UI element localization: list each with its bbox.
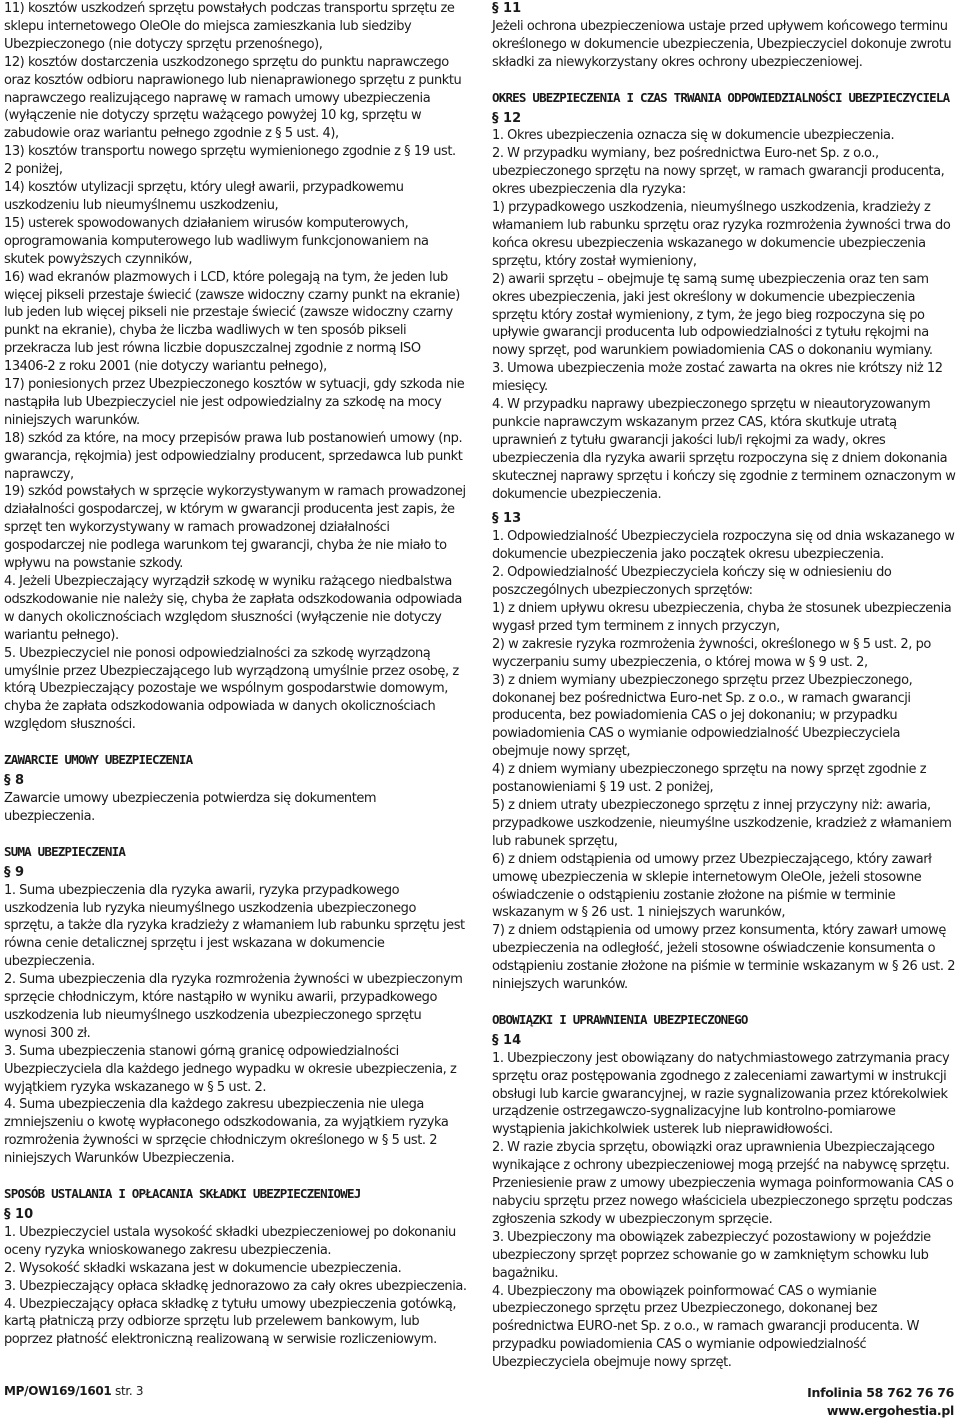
section-heading-obligations: OBOWIĄZKI I UPRAWNIENIA UBEZPIECZONEGO [492, 1011, 748, 1027]
page-number: str. 3 [115, 1384, 144, 1398]
section-13-point-2-7: 7) z dniem odstąpienia od umowy przez konsumenta, który zawarł umowę ubezpieczenia na odległość, jeżeli stosowne oświadczenie konsumenta o odstąpieniu zostanie złożone na piśmie w terminie wskazanym w § 26 ust. 2 niniejszych warunków. [492, 923, 956, 993]
section-number-12: § 12 [492, 110, 522, 126]
right-column [492, 0, 958, 1372]
left-column [4, 0, 467, 1349]
section-13-point-2-4: 4) z dniem wymiany ubezpieczonego sprzętu na nowy sprzęt zgodnie z postanowieniami § 19 ust. 2 poniżej, [492, 762, 927, 796]
section-9-point-1: 1. Suma ubezpieczenia dla ryzyka awarii, ryzyka przypadkowego uszkodzenia lub ryzyka nieumyślnego uszkodzenia ubezpieczonego sprzętu, a także dla ryzyka kradzieży z włamaniem lub rabunku sprzętu jest równa cenie detalicznej sprzętu i jest wskazana w dokumencie ubezpieczenia. [4, 882, 465, 970]
document-code-value: MP/OW169/1601 [4, 1384, 112, 1398]
exclusion-item-18: 18) szkód za które, na mocy przepisów prawa lub postanowień umowy (np. gwarancja, rękojmia) jest odpowiedzialny producent, sprzedawca lub punkt naprawczy, [4, 430, 463, 482]
paragraph-7-point-4: 4. Jeżeli Ubezpieczający wyrządził szkodę w wyniku rażącego niedbalstwa odszkodowanie nie należy się, chyba że zapłata odszkodowania odpowiada w danych okolicznościach względom słuszności (wyłączenie nie dotyczy wariantu pełnego). [4, 574, 462, 643]
section-13-point-2-6: 6) z dniem odstąpienia od umowy przez Ubezpieczającego, który zawarł umowę ubezpieczenia w sklepie internetowym OleOle, jeżeli stosowne oświadczenie o odstąpieniu zostanie złożone na piśmie w terminie wskazanym w § 26 ust. 1 niniejszych warunków, [492, 851, 932, 921]
exclusion-item-12: 12) kosztów dostarczenia uszkodzonego sprzętu do punktu naprawczego oraz kosztów odbioru naprawionego lub nienaprawionego sprzętu z punktu naprawczego realizującego naprawę w ramach umowy ubezpieczenia (wyłączenie nie dotyczy sprzętu ważącego powyżej 10 kg, sprzętu w zabudowie oraz wariantu pełnego zgodnie z § 5 ust. 4), [4, 54, 462, 142]
section-9-point-4: 4. Suma ubezpieczenia dla każdego zakresu ubezpieczenia nie ulega zmniejszeniu o kwotę wypłaconego odszkodowania, za wyjątkiem ryzyka rozmrożenia żywności w sprzęcie chłodniczym określonego w § 5 ust. 2 niniejszych Warunków Ubezpieczenia. [4, 1097, 449, 1167]
paragraph-7-point-5: 5. Ubezpieczyciel nie ponosi odpowiedzialności za szkodę wyrządzoną umyślnie przez Ubezpieczającego lub wyrządzoną umyślnie przez osobę, z którą Ubezpieczający pozostaje we wspólnym gospodarstwie domowym, chyba że zapłata odszkodowania odpowiada w danych okolicznościach względom słuszności. [4, 645, 459, 733]
section-14-point-1: 1. Ubezpieczony jest obowiązany do natychmiastowego zatrzymania pracy sprzętu oraz postępowania zgodnego z zaleceniami zawartymi w instrukcji obsługi lub karcie gwarancyjnej, w razie sygnalizowania przez którekolwiek urządzenie ostrzegawczo-sygnalizacyjne lub kontrolno-pomiarowe wystąpienia jakichkolwiek usterek lub nieprawidłowości. [492, 1050, 950, 1138]
section-12-point-1: 1. Okres ubezpieczenia oznacza się w dokumencie ubezpieczenia. [492, 128, 895, 144]
section-heading-insurance-period: OKRES UBEZPIECZENIA I CZAS TRWANIA ODPOWIEDZIALNOŚCI UBEZPIECZYCIELA [492, 89, 950, 105]
exclusion-item-11: 11) kosztów uszkodzeń sprzętu powstałych podczas transportu sprzętu ze sklepu internetowego OleOle do miejsca zamieszkania lub siedziby Ubezpieczonego (nie dotyczy sprzętu przenośnego), [4, 1, 455, 52]
section-number-11: § 11 [492, 1, 522, 16]
exclusion-item-14: 14) kosztów utylizacji sprzętu, który uległ awarii, przypadkowemu uszkodzeniu lub nieumyślnemu uszkodzeniu, [4, 180, 404, 213]
section-10-point-2: 2. Wysokość składki wskazana jest w dokumencie ubezpieczenia. [4, 1260, 402, 1276]
section-10-point-4: 4. Ubezpieczający opłaca składkę z tytułu umowy ubezpieczenia gotówką, kartą płatniczą przy odbiorze sprzętu lub przelewem bankowym, lub poprzez płatność elektroniczną realizowaną w serwisie rozliczeniowym. [4, 1296, 457, 1348]
section-8-text: Zawarcie umowy ubezpieczenia potwierdza się dokumentem ubezpieczenia. [4, 790, 377, 824]
section-10-point-3: 3. Ubezpieczający opłaca składkę jednorazowo za cały okres ubezpieczenia. [4, 1278, 467, 1294]
section-13-point-2-1: 1) z dniem upływu okresu ubezpieczenia, chyba że stosunek ubezpieczenia wygasł przed tym terminem z innych przyczyn, [492, 601, 952, 634]
section-10-point-1: 1. Ubezpieczyciel ustala wysokość składki ubezpieczeniowej po dokonaniu oceny ryzyka wnioskowanego zakresu ubezpieczenia. [4, 1224, 456, 1258]
section-9-point-2: 2. Suma ubezpieczenia dla ryzyka rozmrożenia żywności w ubezpieczonym sprzęcie chłodniczym, które nastąpiło w wyniku awarii, przypadkowego uszkodzenia lub nieumyślnego uszkodzenia ubezpieczonego sprzętu wynosi 300 zł. [4, 972, 463, 1041]
section-heading-sum-insured: SUMA UBEZPIECZENIA [4, 843, 126, 859]
contact-info [807, 1384, 954, 1420]
section-12-point-4: 4. W przypadku naprawy ubezpieczonego sprzętu w nieautoryzowanym punkcie naprawczym wskazanym przez CAS, która skutkuje utratą uprawnień z tytułu gwarancji jakości lub/i rękojmi za wady, okres ubezpieczenia dla ryzyka awarii sprzętu rozpoczyna się z dniem dokonania skutecznej naprawy sprzętu i kończy się zgodnie z terminem oznaczonym w dokumencie ubezpieczenia. [492, 397, 956, 502]
exclusion-item-13: 13) kosztów transportu nowego sprzętu wymienionego zgodnie z § 19 ust. 2 poniżej, [4, 144, 456, 178]
exclusion-item-19: 19) szkód powstałych w sprzęcie wykorzystywanym w ramach prowadzonej działalności gospodarczej, w którym w gwarancji producenta jest zapis, że sprzęt ten wykorzystywany w ramach prowadzonej działalności gospodarczej nie podlega warunkom tej gwarancji, chyba że nie miało to wpływu na powstanie szkody. [4, 484, 466, 572]
section-number-8: § 8 [4, 773, 25, 789]
section-13-point-2: 2. Odpowiedzialność Ubezpieczyciela kończy się w odniesieniu do poszczególnych ubezpieczonych sprzętów: [492, 565, 892, 599]
section-14-point-4: 4. Ubezpieczony ma obowiązek poinformować CAS o wymianie ubezpieczonego sprzętu przez Ubezpieczonego, dokonanej bez pośrednictwa EURO-net Sp. z o.o., w ramach gwarancji producenta. W przypadku powiadomienia CAS o wymianie odpowiedzialność Ubezpieczyciela obejmuje nowy sprzęt. [492, 1283, 920, 1371]
section-12-point-2-1: 1) przypadkowego uszkodzenia, nieumyślnego uszkodzenia, kradzieży z włamaniem lub rabunku sprzętu oraz ryzyka rozmrożenia żywności trwa do końca okresu ubezpieczenia wskazanego w dokumencie ubezpieczenia sprzętu, który został wymieniony, [492, 200, 951, 269]
section-13-point-2-3: 3) z dniem wymiany ubezpieczonego sprzętu przez Ubezpieczonego, dokonanej bez pośrednictwa Euro-net Sp. z o.o., w ramach gwarancji producenta, bez powiadomienia CAS o jej dokonaniu; w przypadku powiadomienia CAS o wymianie odpowiedzialność Ubezpieczyciela obejmuje nowy sprzęt, [492, 672, 913, 760]
section-12-point-3: 3. Umowa ubezpieczenia może zostać zawarta na okres nie krótszy niż 12 miesięcy. [492, 361, 943, 395]
section-number-9: § 9 [4, 864, 25, 880]
section-12-point-2: 2. W przypadku wymiany, bez pośrednictwa Euro-net Sp. z o.o., ubezpieczonego sprzętu na nowy sprzęt, w ramach gwarancji producenta, okres ubezpieczenia dla ryzyka: [492, 146, 945, 198]
exclusion-item-17: 17) poniesionych przez Ubezpieczonego kosztów w sytuacji, gdy szkoda nie nastąpiła lub Ubezpieczyciel nie jest odpowiedzialny za szkodę na mocy niniejszych warunków. [4, 377, 465, 428]
section-12-point-2-2: 2) awarii sprzętu – obejmuje tę samą sumę ubezpieczenia oraz ten sam okres ubezpieczenia, jaki jest określony w dokumencie ubezpieczenia sprzętu który został wymieniony, z tym, że jego bieg rozpoczyna się po upływie gwarancji producenta lub odpowiedzialności z tytułu rękojmi na nowy sprzęt, pod warunkiem powiadomienia CAS o dokonaniu wymiany. [492, 271, 933, 359]
section-heading-contract: ZAWARCIE UMOWY UBEZPIECZENIA [4, 752, 193, 768]
section-11-text: Jeżeli ochrona ubezpieczeniowa ustaje przed upływem końcowego terminu określonego w dokumencie ubezpieczenia, Ubezpieczyciel dokonuje zwrotu składki za niewykorzystany okres ochrony ubezpieczeniowej. [492, 18, 952, 70]
section-13-point-2-5: 5) z dniem utraty ubezpieczonego sprzętu z innej przyczyny niż: awaria, przypadkowe uszkodzenie, nieumyślne uszkodzenie, kradzież z włamaniem lub rabunek sprzętu, [492, 797, 952, 849]
document-code [4, 1384, 143, 1398]
exclusion-item-15: 15) usterek spowodowanych działaniem wirusów komputerowych, oprogramowania komputerowego lub wadliwym funkcjonowaniem na skutek powyższych czynników, [4, 215, 429, 267]
section-heading-premium: SPOSÓB USTALANIA I OPŁACANIA SKŁADKI UBEZPIECZENIOWEJ [4, 1186, 361, 1202]
hotline-number: Infolinia 58 762 76 76 [807, 1385, 954, 1400]
section-13-point-1: 1. Odpowiedzialność Ubezpieczyciela rozpoczyna się od dnia wskazanego w dokumencie ubezpieczenia jako początek okresu ubezpieczenia. [492, 529, 955, 563]
section-13-point-2-2: 2) w zakresie ryzyka rozmrożenia żywności, określonego w § 5 ust. 2, po wyczerpaniu sumy ubezpieczenia, o której mowa w § 9 ust. 2, [492, 636, 931, 670]
section-number-13: § 13 [492, 511, 522, 527]
section-14-point-2: 2. W razie zbycia sprzętu, obowiązki oraz uprawnienia Ubezpieczającego wynikające z ochrony ubezpieczeniowej mogą przejść na nabywcę sprzętu. Przeniesienie praw z umowy ubezpieczenia wymaga poinformowania CAS o nabyciu sprzętu przez nowego właściciela ubezpieczonego sprzętu podczas zgłoszenia szkody w ubezpieczonym sprzęcie. [492, 1140, 954, 1227]
website-link[interactable]: www.ergohestia.pl [826, 1403, 954, 1418]
section-14-point-3: 3. Ubezpieczony ma obowiązek zabezpieczyć pozostawiony w pojeździe ubezpieczony sprzęt poprzez schowanie go w zamkniętym schowku lub bagażniku. [492, 1229, 931, 1281]
section-9-point-3: 3. Suma ubezpieczenia stanowi górną granicę odpowiedzialności Ubezpieczyciela dla każdego jednego wypadku w okresie ubezpieczenia, z wyjątkiem ryzyka wskazanego w § 5 ust. 2. [4, 1043, 457, 1095]
exclusion-item-16: 16) wad ekranów plazmowych i LCD, które polegają na tym, że jeden lub więcej pikseli przestaje świecić (zawsze widoczny czarny punkt na ekranie) lub jeden lub więcej pikseli nie przestaje świecić (zawsze widoczny czarny punkt na ekranie), chyba że liczba wadliwych w ten sposób pikseli przekracza lub jest równa liczbie dopuszczalnej zgodnie z normą ISO 13406-2 z roku 2001 (nie dotyczy wariantu pełnego), [4, 269, 460, 375]
section-number-10: § 10 [4, 1207, 34, 1222]
section-number-14: § 14 [492, 1032, 522, 1048]
